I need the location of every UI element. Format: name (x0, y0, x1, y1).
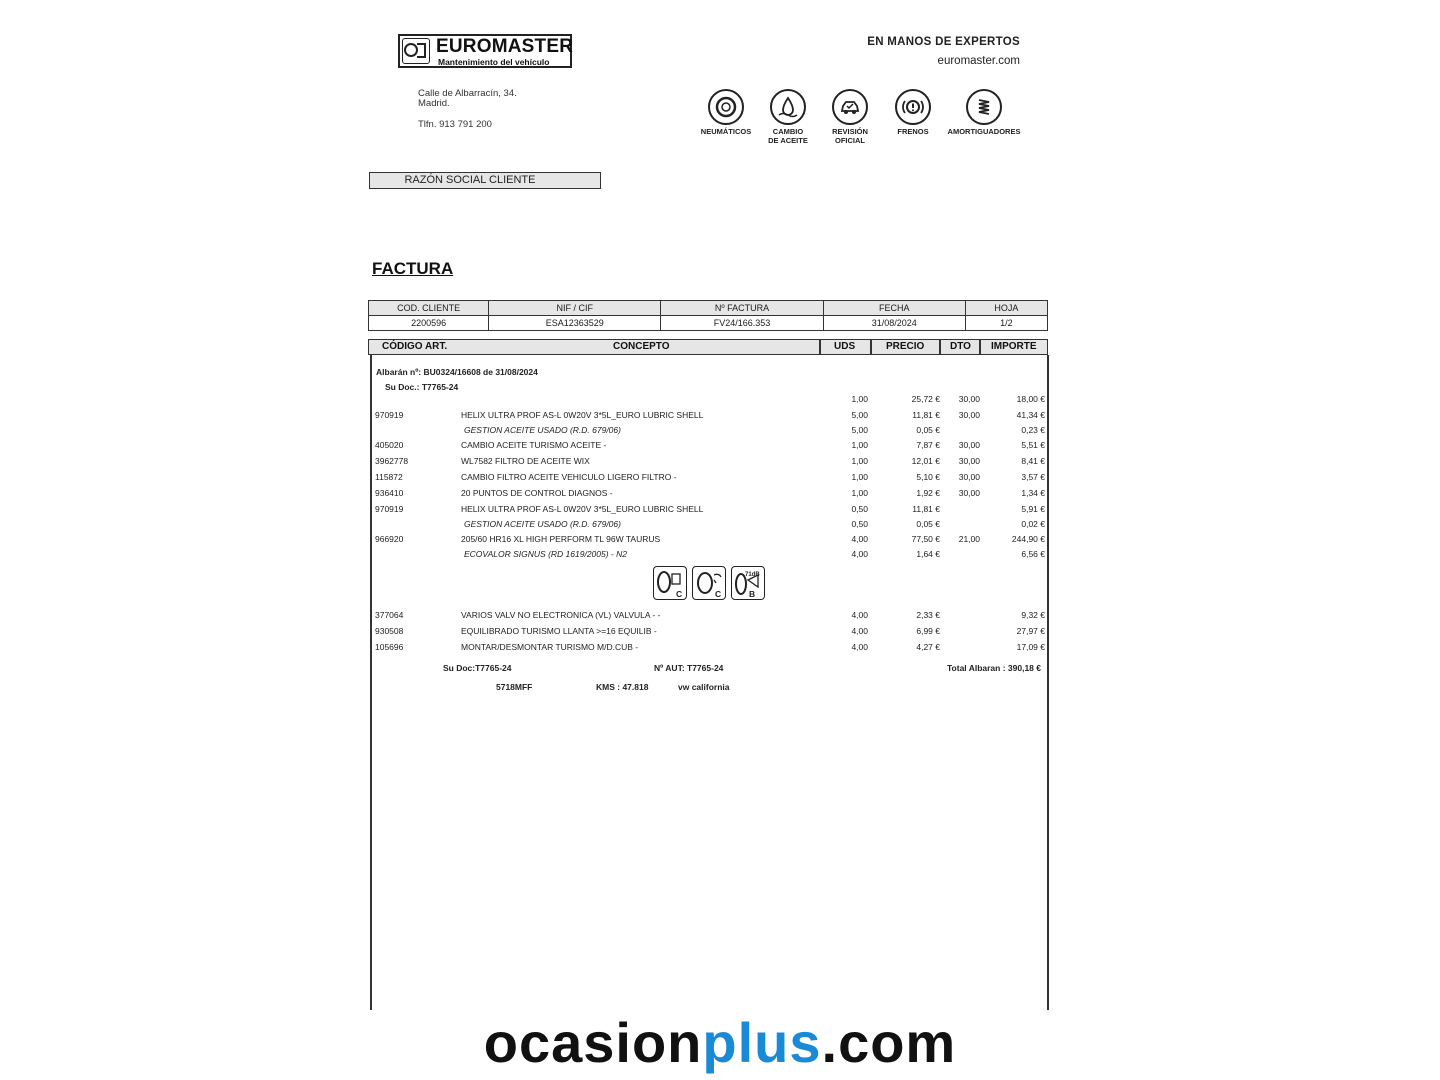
value-nif: ESA12363529 (489, 316, 661, 331)
service-label: AMORTIGUADORES (947, 127, 1021, 136)
right-border (1047, 355, 1049, 1010)
logo-name: EUROMASTER (436, 36, 574, 57)
label-hoja: HOJA (965, 301, 1047, 316)
value-hoja: 1/2 (965, 316, 1047, 331)
item-precio: 11,81 € (912, 410, 940, 420)
item-precio: 0,05 € (916, 425, 940, 435)
col-uds: UDS (834, 341, 856, 352)
tire-wet-label (692, 566, 726, 600)
col-dto: DTO (950, 341, 971, 352)
phone: Tlfn. 913 791 200 (418, 119, 492, 130)
item-concept: CAMBIO FILTRO ACEITE VEHICULO LIGERO FILTRO - (461, 472, 677, 482)
website: euromaster.com (937, 55, 1020, 67)
item-importe: 244,90 € (1011, 534, 1045, 544)
shock-absorber-icon (966, 89, 1002, 125)
albaran-su-doc: Su Doc.: T7765-24 (385, 382, 459, 392)
brake-icon (895, 89, 931, 125)
item-code: 936410 (375, 488, 404, 498)
item-precio: 4,27 € (916, 642, 940, 652)
label-cod-cliente: COD. CLIENTE (369, 301, 489, 316)
client-name-box: RAZÓN SOCIAL CLIENTE (369, 172, 601, 189)
item-dto: 21,00 (958, 534, 980, 544)
item-dto: 30,00 (958, 440, 980, 450)
label-fecha: FECHA (823, 301, 965, 316)
item-importe: 18,00 € (1016, 394, 1045, 404)
item-importe: 5,91 € (1021, 504, 1045, 514)
albaran-title: Albarán nº: BU0324/16608 de 31/08/2024 (376, 367, 538, 377)
item-dto: 30,00 (958, 472, 980, 482)
albaran-total: Total Albaran : 390,18 € (946, 663, 1041, 673)
item-precio: 5,10 € (916, 472, 940, 482)
item-concept: EQUILIBRADO TURISMO LLANTA >=16 EQUILIB - (461, 626, 657, 636)
col-importe: IMPORTE (991, 341, 1037, 352)
item-precio: 0,05 € (916, 519, 940, 529)
item-dto: 30,00 (958, 394, 980, 404)
item-importe: 8,41 € (1021, 456, 1045, 466)
item-precio: 6,99 € (916, 626, 940, 636)
watermark-part3: .com (821, 1011, 957, 1074)
item-concept: CAMBIO ACEITE TURISMO ACEITE - (461, 440, 607, 450)
item-importe: 41,34 € (1016, 410, 1045, 420)
item-uds: 5,00 (851, 425, 868, 435)
item-importe: 17,09 € (1016, 642, 1045, 652)
footer-su-doc: Su Doc:T7765-24 (443, 663, 512, 673)
service-label: NEUMÁTICOS (700, 127, 752, 136)
invoice-header-table (368, 300, 1048, 331)
item-code: 966920 (375, 534, 404, 544)
item-dto: 30,00 (958, 456, 980, 466)
item-importe: 0,23 € (1021, 425, 1045, 435)
item-code: 105696 (375, 642, 404, 652)
vehicle-model: vw california (678, 682, 730, 692)
item-uds: 0,50 (851, 504, 868, 514)
item-uds: 1,00 (851, 394, 868, 404)
car-inspection-icon (832, 89, 868, 125)
item-precio: 11,81 € (912, 504, 940, 514)
item-precio: 1,92 € (916, 488, 940, 498)
item-uds: 4,00 (851, 534, 868, 544)
item-importe: 1,34 € (1021, 488, 1045, 498)
euromaster-logo (398, 34, 572, 68)
footer-n-aut: Nº AUT: T7765-24 (654, 663, 724, 673)
watermark-part2: plus (702, 1011, 822, 1074)
item-uds: 1,00 (851, 456, 868, 466)
col-concepto: CONCEPTO (613, 341, 670, 352)
slogan: EN MANOS DE EXPERTOS (867, 36, 1020, 48)
vehicle-kms: KMS : 47.818 (596, 682, 649, 692)
item-precio: 7,87 € (916, 440, 940, 450)
noise-db: 71dB (745, 572, 760, 578)
item-precio: 2,33 € (916, 610, 940, 620)
item-code: 930508 (375, 626, 404, 636)
label-nif: NIF / CIF (489, 301, 661, 316)
item-concept: ECOVALOR SIGNUS (RD 1619/2005) - N2 (464, 549, 627, 559)
item-uds: 1,00 (851, 472, 868, 482)
item-concept: MONTAR/DESMONTAR TURISMO M/D.CUB - (461, 642, 639, 652)
item-uds: 5,00 (851, 410, 868, 420)
item-code: 377064 (375, 610, 404, 620)
tire-noise-label (731, 566, 765, 600)
item-code: 970919 (375, 504, 404, 514)
logo-emblem-icon (402, 38, 430, 64)
item-dto: 30,00 (958, 488, 980, 498)
item-concept: VARIOS VALV NO ELECTRONICA (VL) VALVULA - - (461, 610, 661, 620)
item-uds: 1,00 (851, 440, 868, 450)
item-uds: 4,00 (851, 610, 868, 620)
fuel-class: C (676, 589, 683, 599)
item-importe: 9,32 € (1021, 610, 1045, 620)
document-title: FACTURA (372, 259, 454, 278)
item-code: 115872 (375, 472, 403, 482)
address-line2: Madrid. (418, 98, 450, 109)
item-uds: 4,00 (851, 626, 868, 636)
item-concept: 20 PUNTOS DE CONTROL DIAGNOS - (461, 488, 613, 498)
item-code: 405020 (375, 440, 404, 450)
item-precio: 77,50 € (911, 534, 940, 544)
item-importe: 3,57 € (1021, 472, 1045, 482)
address-line1: Calle de Albarracín, 34. (418, 88, 517, 99)
col-codigo: CÓDIGO ART. (382, 341, 448, 352)
item-concept: 205/60 HR16 XL HIGH PERFORM TL 96W TAURUS (461, 534, 661, 544)
left-border (370, 355, 372, 1010)
vehicle-plate: 5718MFF (496, 682, 533, 692)
service-label: CAMBIO DE ACEITE (768, 127, 808, 145)
logo-subtitle: Mantenimiento del vehículo (438, 57, 550, 67)
noise-class: B (749, 589, 756, 599)
item-dto: 30,00 (958, 410, 980, 420)
col-precio: PRECIO (886, 341, 925, 352)
item-code: 3962778 (375, 456, 409, 466)
item-precio: 12,01 € (911, 456, 940, 466)
item-importe: 27,97 € (1016, 626, 1045, 636)
service-label: FRENOS (897, 127, 929, 136)
item-uds: 4,00 (851, 642, 868, 652)
item-importe: 5,51 € (1021, 440, 1045, 450)
item-concept: GESTION ACEITE USADO (R.D. 679/06) (464, 519, 621, 529)
label-n-factura: Nº FACTURA (661, 301, 823, 316)
tire-icon (708, 89, 744, 125)
item-importe: 0,02 € (1021, 519, 1045, 529)
item-code: 970919 (375, 410, 404, 420)
value-cod-cliente: 2200596 (369, 316, 489, 331)
service-frenos (873, 89, 953, 136)
value-fecha: 31/08/2024 (823, 316, 965, 331)
item-uds: 4,00 (851, 549, 868, 559)
item-concept: HELIX ULTRA PROF AS-L 0W20V 3*5L_EURO LUBRIC SHELL (461, 410, 704, 420)
value-n-factura: FV24/166.353 (661, 316, 823, 331)
item-concept: WL7582 FILTRO DE ACEITE WIX (461, 456, 590, 466)
item-concept: HELIX ULTRA PROF AS-L 0W20V 3*5L_EURO LUBRIC SHELL (461, 504, 704, 514)
lines-header (368, 339, 1048, 355)
tire-fuel-label (653, 566, 687, 600)
item-uds: 1,00 (851, 488, 868, 498)
watermark-part1: ocasion (483, 1011, 703, 1074)
item-importe: 6,56 € (1021, 549, 1045, 559)
item-uds: 0,50 (851, 519, 868, 529)
oil-change-icon (770, 89, 806, 125)
service-amortiguadores (944, 89, 1024, 136)
wet-class: C (715, 589, 722, 599)
item-precio: 1,64 € (916, 549, 940, 559)
ocasionplus-watermark (0, 1010, 1440, 1075)
item-precio: 25,72 € (911, 394, 940, 404)
service-label: REVISIÓN OFICIAL (832, 127, 868, 145)
item-concept: GESTION ACEITE USADO (R.D. 679/06) (464, 425, 621, 435)
